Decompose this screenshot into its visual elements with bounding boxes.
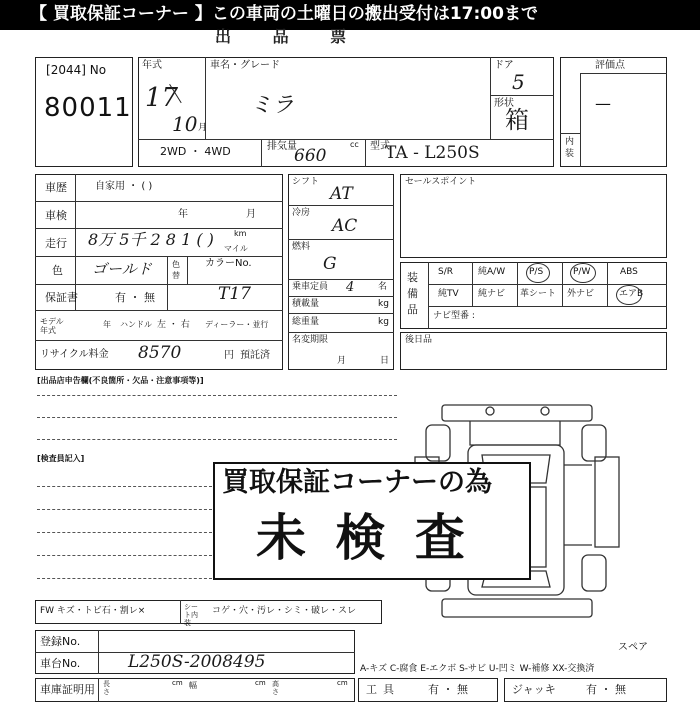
front-bumper <box>442 405 592 421</box>
equip-abs: ABS <box>620 267 638 277</box>
inspector-label: [検査員記入] <box>37 454 85 463</box>
load-label: 積載量 <box>292 299 320 309</box>
capacity-unit: 名 <box>378 282 388 292</box>
name-change-label: 名変期限 <box>292 335 329 345</box>
history-value: 自家用 ・ ( ) <box>95 181 153 192</box>
equip-ps-circle <box>526 263 550 283</box>
name-value: ミラ <box>250 93 295 118</box>
color-label: 色 <box>52 264 63 277</box>
mileage-unit-mile: マイル <box>224 244 248 253</box>
jack-options: 有 ・ 無 <box>586 683 626 696</box>
equip-ext-nav: 外ナビ <box>567 289 595 299</box>
aircon-label: 冷房 <box>292 208 311 218</box>
stamp-line1: 買取保証コーナーの為 <box>222 467 492 498</box>
grade-value: — <box>595 94 611 113</box>
recycle-label: リサイクル料金 <box>40 349 109 360</box>
equip-pw: P/W <box>573 267 591 277</box>
recycle-unit: 円 <box>224 350 234 361</box>
remarks-label: [出品店申告欄(不良箇所・欠品・注意事項等)] <box>37 376 204 385</box>
fuel-value: G <box>323 254 337 274</box>
fw-items: FW キズ・トビ石・割レ× <box>40 606 146 616</box>
hood <box>470 421 560 445</box>
color-change-label: 色替 <box>172 260 180 280</box>
stamp-line2: 未 検 査 <box>256 509 471 567</box>
equip-tv: 純TV <box>438 289 459 299</box>
year-label: 年式 <box>142 60 162 71</box>
equip-airbag-circle <box>616 285 642 305</box>
cert-height: 高さ <box>272 680 279 696</box>
displacement-value: 660 <box>294 146 327 166</box>
displacement-label: 排気量 <box>267 141 297 152</box>
mileage-label: 走行 <box>45 237 67 250</box>
banner-text: 【 買取保証コーナー 】この車両の土曜日の搬出受付は17:00まで <box>30 4 538 24</box>
rear-right-fender <box>582 555 606 591</box>
inspection-label: 車検 <box>45 209 67 222</box>
lot-number: 80011 <box>44 93 132 123</box>
shift-value: AT <box>330 184 353 204</box>
year-value: 17 <box>145 83 179 113</box>
capacity-value: 4 <box>346 280 355 295</box>
right-side <box>595 457 619 547</box>
fw-interior-label: シート内装 <box>184 603 198 627</box>
cert-height-unit: cm <box>337 679 348 687</box>
registration-label: 登録No. <box>40 635 81 648</box>
color-no-value: T17 <box>218 284 251 304</box>
warranty-label: 保証書 <box>45 291 78 304</box>
mileage-unit-km: km <box>234 229 247 238</box>
inspection-year: 年 <box>178 209 188 220</box>
load-unit: kg <box>378 299 389 309</box>
cert-width-unit: cm <box>255 679 266 687</box>
gross-weight-unit: kg <box>378 317 389 327</box>
cert-length: 長さ <box>103 680 110 696</box>
model-label: 型式 <box>370 141 390 152</box>
later-items-box <box>400 332 667 370</box>
lot-code-suffix: No <box>89 63 107 77</box>
damage-legend: A-キズ C-腐食 E-エクボ S-サビ U-凹ミ W-補修 XX-交換済 <box>360 664 595 674</box>
equip-pw-circle <box>570 263 596 283</box>
drive-options: 2WD ・ 4WD <box>160 145 231 158</box>
month-unit: 月 <box>198 123 208 133</box>
equip-leather: 革シート <box>520 289 557 299</box>
recycle-value: 8570 <box>138 343 182 363</box>
warranty-options: 有 ・ 無 <box>115 291 155 304</box>
equip-airbag: エアB <box>619 289 644 299</box>
model-year-unit: 年 <box>103 320 111 329</box>
handle-label: ハンドル <box>120 320 152 329</box>
model-value: TA - L250S <box>385 143 480 163</box>
fw-interior-items: コゲ・穴・汚レ・シミ・破レ・スレ <box>212 606 357 616</box>
equip-sr: S/R <box>438 267 453 277</box>
chassis-label: 車台No. <box>40 657 81 670</box>
aircon-value: AC <box>332 216 358 236</box>
interior-label: 内装 <box>565 137 575 159</box>
spare-label: スペア <box>618 642 648 653</box>
name-change-day: 日 <box>380 356 390 366</box>
equipment-label: 装備品 <box>407 271 418 316</box>
gross-weight-label: 総重量 <box>292 317 320 327</box>
name-change-month: 月 <box>337 356 347 366</box>
color-no-label: カラーNo. <box>205 258 252 269</box>
lot-code-value: 2044 <box>50 63 82 77</box>
equip-nav: 純ナビ <box>478 289 506 299</box>
model-year-label: モデル年式 <box>40 317 64 335</box>
dealer-label: ディーラー・並行 <box>205 320 269 329</box>
front-left-fender <box>426 425 450 461</box>
cert-label: 車庫証明用 <box>40 683 95 696</box>
tools-label: 工具 <box>366 683 400 696</box>
shift-label: シフト <box>292 177 320 187</box>
front-right-fender <box>582 425 606 461</box>
tools-options: 有 ・ 無 <box>428 683 468 696</box>
displacement-unit: cc <box>350 140 359 149</box>
month-value: 10 <box>172 112 198 136</box>
body-shape-value: 箱 <box>505 106 529 134</box>
sales-points-label: セールスポイント <box>405 177 477 187</box>
jack-label: ジャッキ <box>512 683 556 696</box>
doors-value: 5 <box>512 70 525 94</box>
lot-code: [2044] No <box>46 63 107 77</box>
name-label: 車名・グレード <box>210 60 280 71</box>
grade-label: 評価点 <box>595 60 625 71</box>
equip-ps: P/S <box>529 267 544 277</box>
chassis-value: L250S-2008495 <box>128 652 266 672</box>
handle-options: 左 ・ 右 <box>157 320 190 330</box>
body-shape-label: 形状 <box>494 98 514 109</box>
rear-bumper <box>442 599 592 617</box>
doors-label: ドア <box>494 60 514 71</box>
color-value: ゴールド <box>92 260 152 278</box>
mileage-value: 8万 5千 2 8 1 ( ) <box>88 230 214 249</box>
recycle-note: 預託済 <box>240 350 270 361</box>
cert-length-unit: cm <box>172 679 183 687</box>
capacity-label: 乗車定員 <box>292 282 329 292</box>
cert-width: 幅 <box>189 681 197 690</box>
inspection-month: 月 <box>246 209 256 220</box>
header-title-cut: 出 品 票 <box>215 27 365 46</box>
nav-model-label: ナビ型番 : <box>433 311 475 321</box>
later-items-label: 後日品 <box>405 335 433 345</box>
history-label: 車歴 <box>45 181 67 194</box>
equip-aw: 純A/W <box>478 267 506 277</box>
fuel-label: 燃料 <box>292 242 311 252</box>
